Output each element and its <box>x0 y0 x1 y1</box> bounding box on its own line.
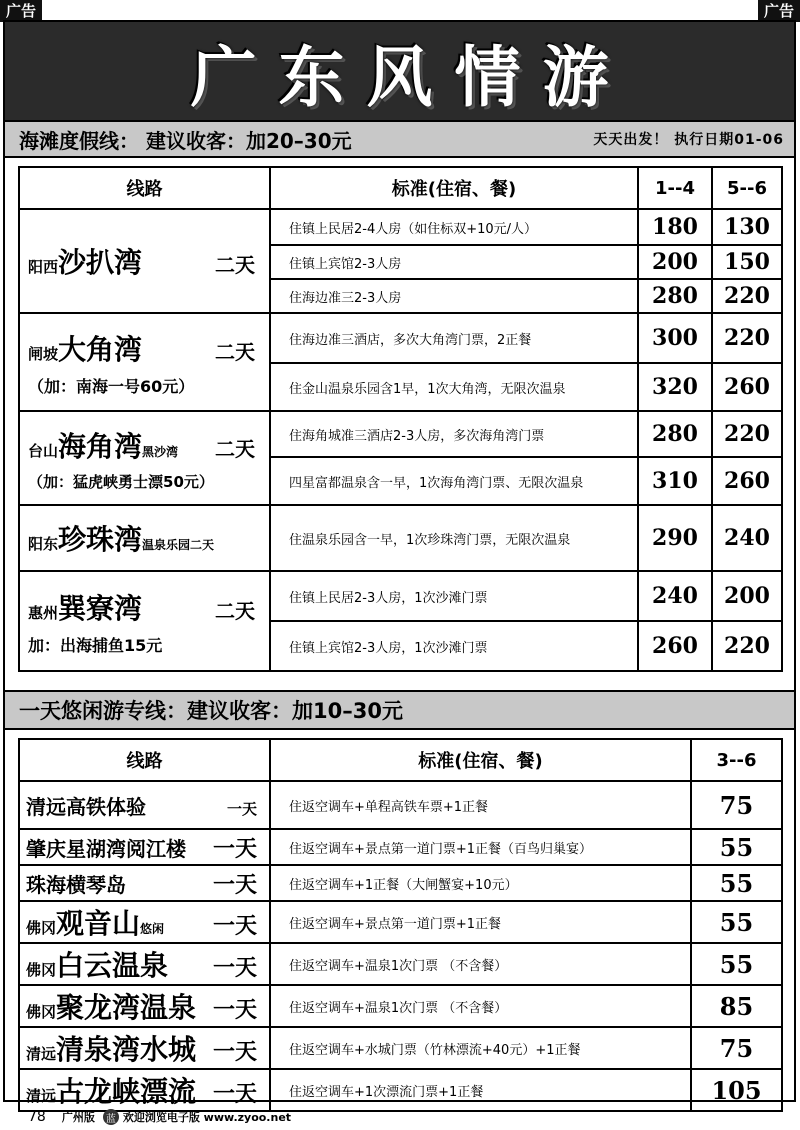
route-name: 肇庆星湖湾阅江楼 <box>26 836 186 861</box>
route-name: 白云温泉 <box>56 949 169 982</box>
price-cell-1-4: 240 <box>638 571 712 621</box>
beach-routes-table <box>18 166 783 672</box>
header-standard: 标准(住宿、餐) <box>270 739 691 781</box>
section-label: 一天悠闲游专线：建议收客：加10–30元 <box>19 699 403 723</box>
section-bar-beach <box>5 120 794 158</box>
price-cell-1-4: 290 <box>638 505 712 571</box>
route-note: （加：猛虎峡勇士漂50元） <box>28 472 214 491</box>
standard-cell: 住镇上宾馆2-3人房，1次沙滩门票 <box>270 621 638 671</box>
standard-cell: 住返空调车+1次漂流门票+1正餐 <box>270 1069 691 1111</box>
section-label: 海滩度假线： 建议收客：加20–30元 <box>19 128 352 153</box>
route-prefix: 台山 <box>28 441 59 460</box>
route-prefix: 清远 <box>26 1087 57 1105</box>
route-name: 清远高铁体验 <box>26 794 146 819</box>
price-cell-1-4: 320 <box>638 363 712 411</box>
table-row <box>19 781 782 829</box>
table-row <box>19 313 782 363</box>
route-title <box>28 425 269 465</box>
header-standard: 标准(住宿、餐) <box>270 167 638 209</box>
ad-tag-left: 广告 <box>0 0 42 22</box>
standard-cell: 住返空调车+景点第一道门票+1正餐 <box>270 901 691 943</box>
route-cell <box>19 985 270 1027</box>
standard-cell: 住返空调车+单程高铁车票+1正餐 <box>270 781 691 829</box>
page-number: 78 <box>28 1109 46 1125</box>
price-cell-5-6: 150 <box>712 245 782 279</box>
price-cell: 55 <box>691 943 782 985</box>
price-cell-1-4: 310 <box>638 457 712 505</box>
route-title <box>26 902 269 942</box>
header-col1: 1--4 <box>638 167 712 209</box>
route-name: 聚龙湾温泉 <box>56 991 197 1024</box>
route-prefix: 惠州 <box>28 603 59 622</box>
route-name: 古龙峡漂流 <box>56 1075 197 1108</box>
table-row <box>19 943 782 985</box>
route-cell <box>19 943 270 985</box>
route-title <box>26 832 269 863</box>
route-title <box>26 791 269 820</box>
price-cell-1-4: 200 <box>638 245 712 279</box>
table-row <box>19 209 782 245</box>
table-row <box>19 505 782 571</box>
price-cell-5-6: 130 <box>712 209 782 245</box>
route-days: 二天 <box>215 436 255 461</box>
standard-cell: 住返空调车+景点第一道门票+1正餐（百鸟归巢宴） <box>270 829 691 865</box>
website-link[interactable]: 欢迎浏览电子版 www.zyoo.net <box>122 1111 292 1124</box>
route-name: 巽寮湾 <box>58 591 143 625</box>
price-cell: 55 <box>691 865 782 901</box>
route-cell <box>19 1027 270 1069</box>
route-suffix: 悠闲 <box>140 922 165 936</box>
route-days: 一天 <box>212 914 257 939</box>
table-row <box>19 985 782 1027</box>
route-cell <box>19 313 270 411</box>
title-banner <box>5 22 794 120</box>
route-cell <box>19 209 270 313</box>
price-cell-5-6: 220 <box>712 621 782 671</box>
page-title: 广东风情游 <box>190 37 631 116</box>
route-name: 珍珠湾 <box>58 523 143 556</box>
standard-cell: 四星富都温泉含一早，1次海角湾门票、无限次温泉 <box>270 457 638 505</box>
route-days: 一天 <box>226 799 257 818</box>
price-cell-1-4: 280 <box>638 411 712 457</box>
table-row <box>19 411 782 457</box>
standard-cell: 住返空调车+温泉1次门票 （不含餐） <box>270 943 691 985</box>
route-suffix: 黑沙湾 <box>142 444 179 459</box>
price-cell-5-6: 200 <box>712 571 782 621</box>
standard-cell: 住镇上民居2-4人房（如住标双+10元/人） <box>270 209 638 245</box>
route-title <box>26 1028 269 1068</box>
price-cell-1-4: 180 <box>638 209 712 245</box>
standard-cell: 住返空调车+水城门票（竹林漂流+40元）+1正餐 <box>270 1027 691 1069</box>
route-days: 一天 <box>212 1040 257 1065</box>
route-name: 珠海横琴岛 <box>26 872 126 897</box>
table-row <box>19 901 782 943</box>
standard-cell: 住海角城准三酒店2-3人房，多次海角湾门票 <box>270 411 638 457</box>
standard-cell: 住返空调车+温泉1次门票 （不含餐） <box>270 985 691 1027</box>
route-prefix: 闸坡 <box>28 344 59 363</box>
header-route: 线路 <box>19 739 270 781</box>
route-days: 一天 <box>212 836 257 862</box>
standard-cell: 住镇上民居2-3人房，1次沙滩门票 <box>270 571 638 621</box>
route-name: 海角湾 <box>58 429 143 463</box>
schedule-text: 天天出发！ 执行日期01-06 <box>593 132 784 148</box>
table-row <box>19 865 782 901</box>
route-name: 大角湾 <box>58 332 143 366</box>
route-cell <box>19 781 270 829</box>
route-cell <box>19 901 270 943</box>
route-days: 二天 <box>215 598 255 623</box>
route-title <box>26 868 269 899</box>
route-cell <box>19 411 270 505</box>
edition-label: 广州版 <box>61 1111 95 1124</box>
route-title <box>28 328 269 368</box>
standard-cell: 住海边准三2-3人房 <box>270 279 638 313</box>
route-days: 二天 <box>215 339 255 364</box>
route-note: （加：南海一号60元） <box>28 376 195 396</box>
section-bar-daytrip <box>5 690 794 730</box>
price-cell-5-6: 220 <box>712 279 782 313</box>
route-prefix: 佛冈 <box>26 961 57 979</box>
route-prefix: 佛冈 <box>26 919 57 937</box>
price-cell: 55 <box>691 829 782 865</box>
route-prefix: 佛冈 <box>26 1003 57 1021</box>
price-cell-5-6: 260 <box>712 457 782 505</box>
header-col2: 5--6 <box>712 167 782 209</box>
ad-tag-right: 广告 <box>758 0 800 22</box>
route-note: 加：出海捕鱼15元 <box>28 635 163 655</box>
daytrip-routes-table <box>18 738 783 1112</box>
table-row <box>19 829 782 865</box>
price-cell-5-6: 220 <box>712 313 782 363</box>
footer <box>0 1104 800 1130</box>
route-suffix: 温泉乐园二天 <box>142 538 215 552</box>
route-name: 观音山 <box>56 907 141 940</box>
route-prefix: 清远 <box>26 1045 57 1063</box>
route-cell <box>19 865 270 901</box>
price-cell-5-6: 220 <box>712 411 782 457</box>
header-col: 3--6 <box>691 739 782 781</box>
price-cell-5-6: 240 <box>712 505 782 571</box>
standard-cell: 住海边准三酒店，多次大角湾门票，2正餐 <box>270 313 638 363</box>
route-prefix: 阳东 <box>28 535 59 553</box>
price-cell: 55 <box>691 901 782 943</box>
route-name: 沙扒湾 <box>58 246 143 279</box>
route-title <box>28 241 269 281</box>
standard-cell: 住温泉乐园含一早，1次珍珠湾门票，无限次温泉 <box>270 505 638 571</box>
route-cell <box>19 571 270 671</box>
price-cell: 75 <box>691 1027 782 1069</box>
route-days: 一天 <box>212 956 257 981</box>
magazine-logo: 蓝 <box>103 1109 119 1125</box>
route-title <box>28 587 269 627</box>
price-cell: 75 <box>691 781 782 829</box>
route-days: 二天 <box>215 253 255 277</box>
route-cell <box>19 829 270 865</box>
route-cell <box>19 505 270 571</box>
table-row <box>19 1027 782 1069</box>
flyer-frame <box>3 20 796 1108</box>
route-title <box>26 986 269 1026</box>
header-route: 线路 <box>19 167 270 209</box>
route-days: 一天 <box>212 1082 257 1107</box>
standard-cell: 住金山温泉乐园含1早，1次大角湾，无限次温泉 <box>270 363 638 411</box>
price-cell-5-6: 260 <box>712 363 782 411</box>
price-cell: 85 <box>691 985 782 1027</box>
route-name: 清泉湾水城 <box>56 1033 197 1066</box>
price-cell-1-4: 300 <box>638 313 712 363</box>
standard-cell: 住镇上宾馆2-3人房 <box>270 245 638 279</box>
price-cell-1-4: 280 <box>638 279 712 313</box>
price-cell-1-4: 260 <box>638 621 712 671</box>
route-title <box>26 944 269 984</box>
standard-cell: 住返空调车+1正餐（大闸蟹宴+10元） <box>270 865 691 901</box>
price-cell: 105 <box>691 1069 782 1111</box>
route-days: 一天 <box>212 872 257 898</box>
route-days: 一天 <box>212 998 257 1023</box>
route-title <box>28 518 269 558</box>
route-prefix: 阳西 <box>28 258 59 276</box>
table-row <box>19 571 782 621</box>
